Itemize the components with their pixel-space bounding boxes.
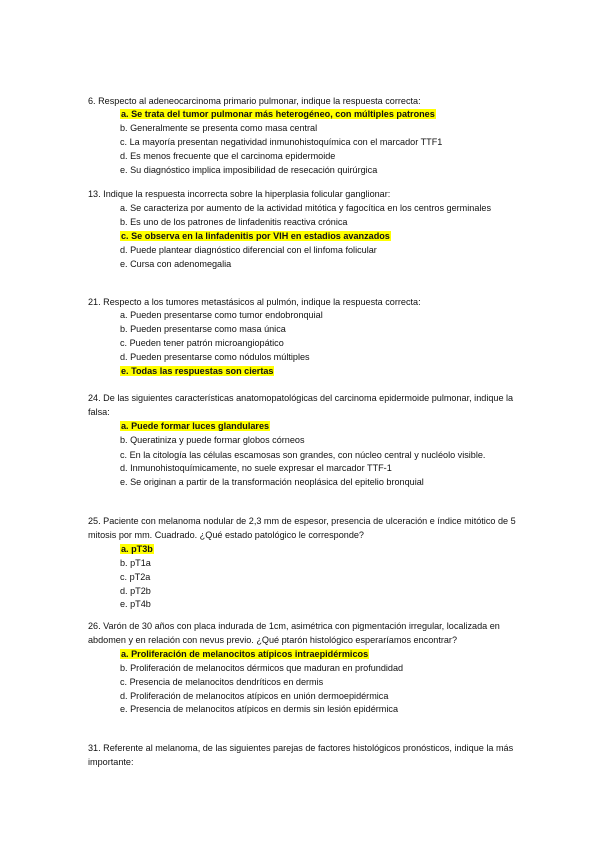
question-25 — [88, 514, 518, 612]
answer-option: d. Pueden presentarse como nódulos múltiples — [120, 352, 310, 363]
question-13 — [88, 187, 518, 271]
highlighted-correct-answer: a. pT3b — [121, 543, 153, 554]
answer-option — [88, 543, 518, 557]
answer-option: c. En la citología las células escamosas son grandes, con núcleo central y nucléolo visible. — [120, 449, 486, 460]
answer-option — [88, 420, 518, 434]
answer-option: c. Pueden tener patrón microangiopático — [120, 338, 284, 349]
answer-option: e. Cursa con adenomegalia — [120, 258, 232, 269]
answer-option — [88, 108, 518, 122]
answer-option: d. pT2b — [120, 585, 151, 596]
question-stem: 24. De las siguientes características anatomopatológicas del carcinoma epidermoide pulmonar, indique la falsa: — [88, 393, 516, 418]
question-24 — [88, 391, 518, 490]
answer-option: d. Puede plantear diagnóstico diferencial con el linfoma folicular — [120, 244, 377, 255]
highlighted-correct-answer: a. Puede formar luces glandulares — [121, 420, 270, 431]
answer-option: b. pT1a — [120, 557, 151, 568]
question-stem: 13. Indique la respuesta incorrecta sobre la hiperplasia folicular ganglionar: — [88, 189, 391, 199]
answer-option: d. Proliferación de melanocitos atípicos en unión dermoepidérmica — [120, 690, 389, 701]
answer-option — [88, 648, 518, 662]
highlighted-correct-answer: c. Se observa en la linfadenitis por VIH en estadios avanzados — [121, 230, 390, 241]
question-stem: 25. Paciente con melanoma nodular de 2,3 mm de espesor, presencia de ulceración e índice mitótico de 5 mitosis por mm. Cuadrado. ¿Qué estado patológico le corresponde? — [88, 516, 519, 541]
question-31 — [88, 741, 518, 770]
question-stem: 31. Referente al melanoma, de las siguientes parejas de factores histológicos pronósticos, indique la más importante: — [88, 743, 516, 768]
answer-option: a. Pueden presentarse como tumor endobronquial — [120, 310, 323, 321]
question-stem: 26. Varón de 30 años con placa indurada de 1cm, asimétrica con pigmentación irregular, localizada en abdomen y en relación con nevus previo. ¿Qué ptarón histológico esperaríamos encontrar? — [88, 621, 503, 646]
highlighted-correct-answer: a. Se trata del tumor pulmonar más heterogéneo, con múltiples patrones — [121, 109, 435, 120]
answer-option: e. Su diagnóstico implica imposibilidad de resecación quirúrgica — [120, 165, 378, 176]
answer-option: b. Generalmente se presenta como masa central — [120, 123, 318, 134]
answer-option: b. Queratiniza y puede formar globos córneos — [120, 434, 305, 445]
answer-option — [88, 230, 518, 244]
answer-option: b. Pueden presentarse como masa única — [120, 324, 286, 335]
answer-option — [88, 365, 518, 379]
answer-option: d. Inmunohistoquímicamente, no suele expresar el marcador TTF-1 — [120, 463, 392, 474]
question-stem: 21. Respecto a los tumores metastásicos al pulmón, indique la respuesta correcta: — [88, 297, 421, 307]
question-stem: 6. Respecto al adeneocarcinoma primario pulmonar, indique la respuesta correcta: — [88, 96, 421, 106]
answer-option: d. Es menos frecuente que el carcinoma epidermoide — [120, 151, 336, 162]
answer-option: e. Se originan a partir de la transformación neoplásica del epitelio bronquial — [120, 476, 424, 487]
answer-option: c. pT2a — [120, 571, 151, 582]
answer-option: b. Proliferación de melanocitos dérmicos que maduran en profundidad — [120, 662, 404, 673]
answer-option: b. Es uno de los patrones de linfadenitis reactiva crónica — [120, 216, 348, 227]
answer-option: c. La mayoría presentan negatividad inmunohistoquímica con el marcador TTF1 — [120, 137, 443, 148]
highlighted-correct-answer: a. Proliferación de melanocitos atípicos intraepidérmicos — [121, 648, 369, 659]
answer-option: e. pT4b — [120, 599, 151, 610]
highlighted-correct-answer: e. Todas las respuestas son ciertas — [121, 366, 274, 377]
question-26 — [88, 619, 518, 717]
question-21 — [88, 295, 518, 379]
question-6 — [88, 94, 518, 178]
answer-option: a. Se caracteriza por aumento de la actividad mitótica y fagocítica en los centros germinales — [120, 203, 492, 214]
answer-option: e. Presencia de melanocitos atípicos en dermis sin lesión epidérmica — [120, 704, 399, 715]
answer-option: c. Presencia de melanocitos dendríticos en dermis — [120, 676, 324, 687]
